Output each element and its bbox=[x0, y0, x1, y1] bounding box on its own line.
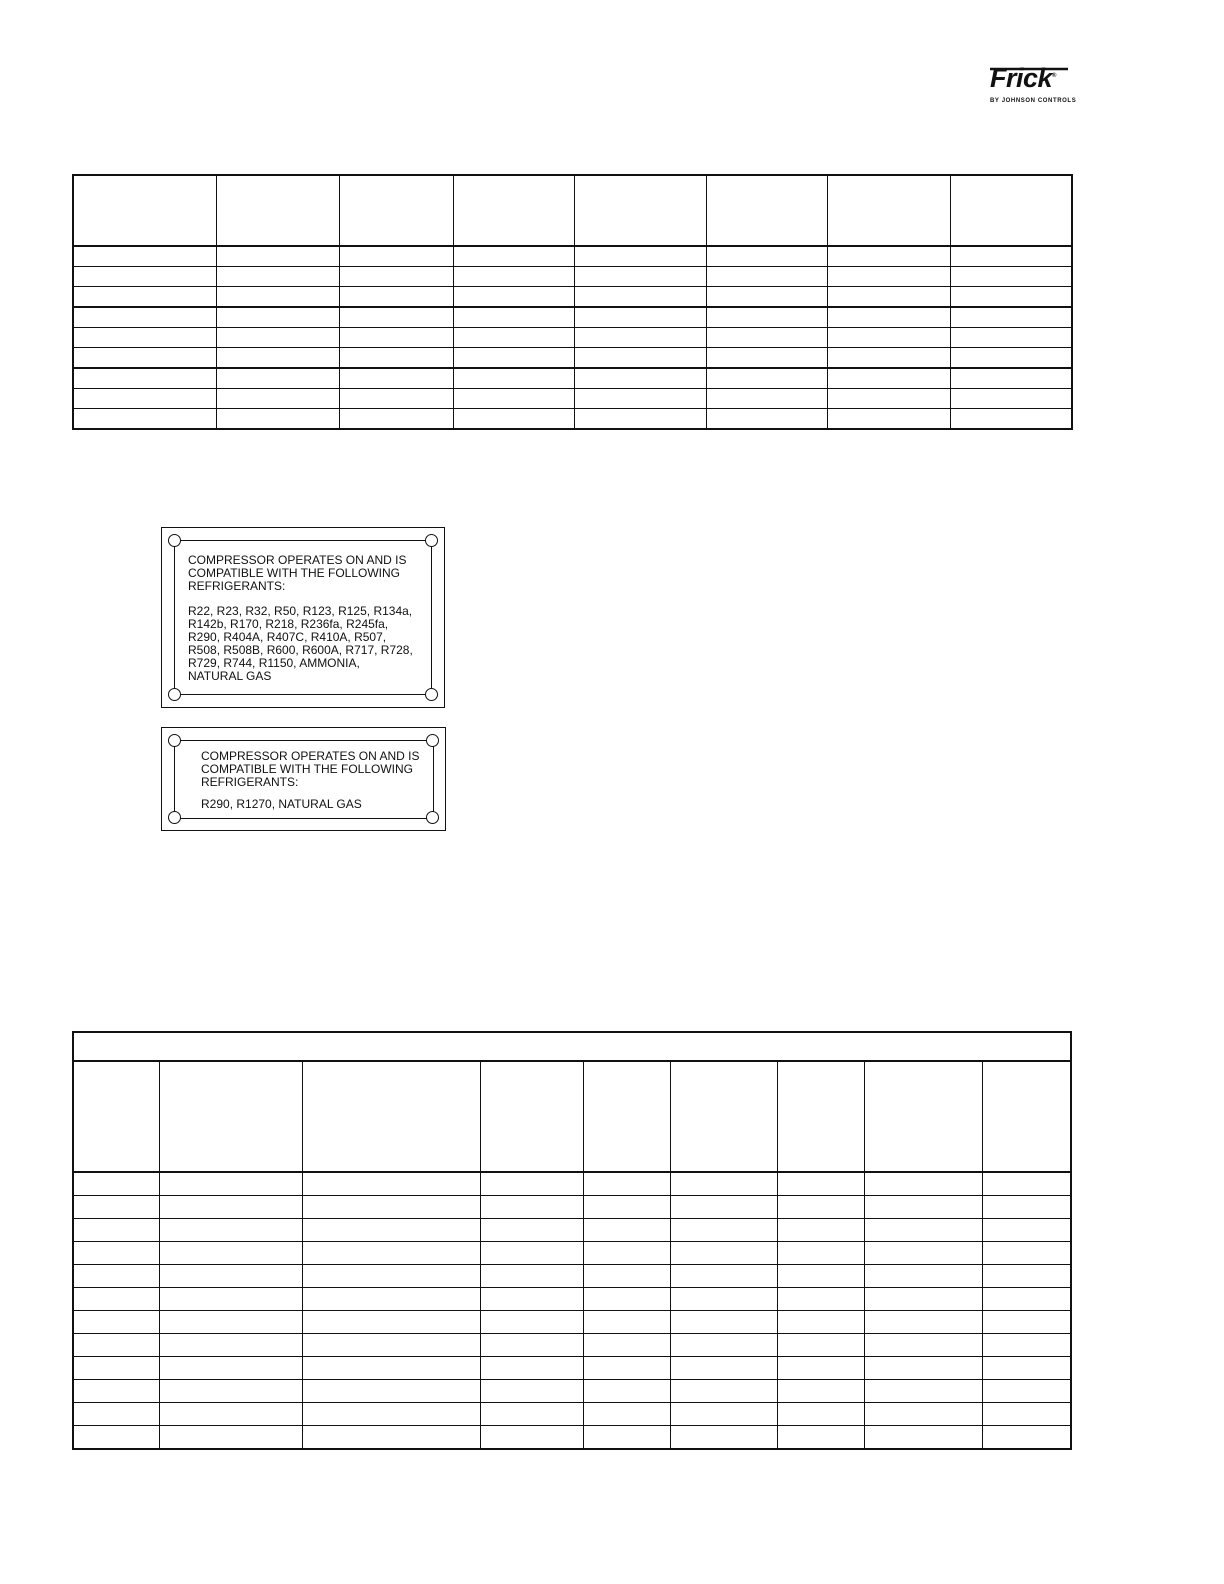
table-row bbox=[73, 307, 1072, 328]
table-row bbox=[73, 267, 1072, 287]
table-header-row bbox=[73, 175, 1072, 246]
table-row bbox=[73, 1403, 1071, 1426]
mounting-hole-icon bbox=[426, 734, 439, 747]
mounting-hole-icon bbox=[425, 688, 438, 701]
bottom-table bbox=[72, 1031, 1072, 1450]
table-row bbox=[73, 328, 1072, 348]
table-row bbox=[73, 1288, 1071, 1311]
refrigerant-nameplate-1 bbox=[161, 527, 445, 708]
logo-wordmark: Frick® bbox=[990, 63, 1056, 93]
table-row bbox=[73, 246, 1072, 267]
table-header-row bbox=[73, 1061, 1071, 1172]
plate-heading: COMPRESSOR OPERATES ON AND IS COMPATIBLE WITH THE FOLLOWING REFRIGERANTS: bbox=[201, 749, 420, 789]
table-row bbox=[73, 348, 1072, 369]
logo-tagline: BY JOHNSON CONTROLS bbox=[990, 98, 1077, 104]
trademark-mark: ® bbox=[1052, 73, 1056, 79]
mounting-hole-icon bbox=[425, 534, 438, 547]
mounting-hole-icon bbox=[426, 811, 439, 824]
table-row bbox=[73, 368, 1072, 389]
table-row bbox=[73, 1426, 1071, 1450]
table-row bbox=[73, 1242, 1071, 1265]
table-row bbox=[73, 1172, 1071, 1196]
table-row bbox=[73, 409, 1072, 430]
table-title-row bbox=[73, 1032, 1071, 1061]
table-row bbox=[73, 1196, 1071, 1219]
refrigerant-nameplate-2 bbox=[161, 727, 446, 831]
table-row bbox=[73, 1311, 1071, 1334]
mounting-hole-icon bbox=[168, 534, 181, 547]
table-row bbox=[73, 1219, 1071, 1242]
table-row bbox=[73, 1380, 1071, 1403]
plate-heading: COMPRESSOR OPERATES ON AND IS COMPATIBLE WITH THE FOLLOWING REFRIGERANTS: bbox=[188, 553, 407, 593]
mounting-hole-icon bbox=[168, 811, 181, 824]
top-table bbox=[72, 174, 1073, 430]
table-row bbox=[73, 389, 1072, 409]
mounting-hole-icon bbox=[168, 688, 181, 701]
table-row bbox=[73, 1334, 1071, 1357]
plate-refrigerant-list: R22, R23, R32, R50, R123, R125, R134a, R142b, R170, R218, R236fa, R245fa, R290, R404A, R407C, R410A, R507, R508, R508B, R600, R600A, R717, R728, R729, R744, R1150, AMMONIA, NATURAL GAS bbox=[188, 604, 413, 683]
table-row bbox=[73, 287, 1072, 308]
frick-logo bbox=[984, 63, 1077, 110]
table-row bbox=[73, 1265, 1071, 1288]
mounting-hole-icon bbox=[168, 734, 181, 747]
plate-refrigerant-list: R290, R1270, NATURAL GAS bbox=[201, 797, 362, 811]
table-row bbox=[73, 1357, 1071, 1380]
